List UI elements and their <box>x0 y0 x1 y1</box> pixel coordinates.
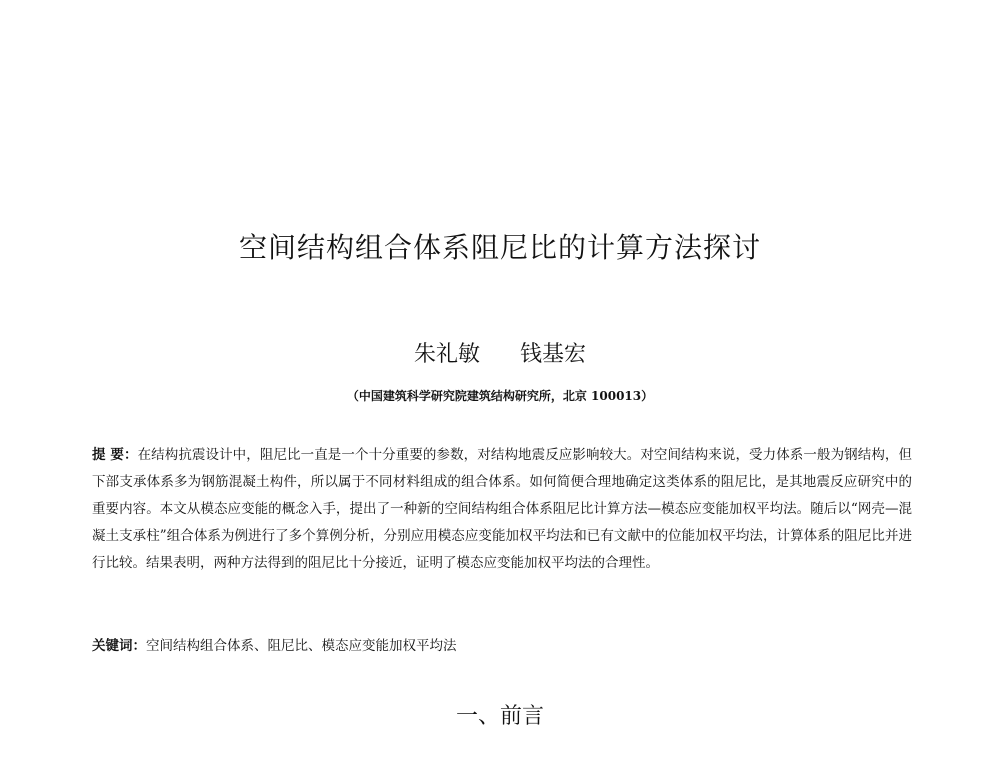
author-name: 钱基宏 <box>520 342 587 367</box>
keywords-text: 空间结构组合体系、阻尼比、模态应变能加权平均法 <box>146 638 457 654</box>
keywords <box>92 634 912 658</box>
keywords-label: 关键词： <box>92 638 146 654</box>
abstract-label: 提 要： <box>92 447 138 463</box>
section-heading: 一、前言 <box>455 704 544 729</box>
author-name: 朱礼敏 <box>413 342 480 367</box>
abstract-text: 在结构抗震设计中，阻尼比一直是一个十分重要的参数，对结构地震反应影响较大。对空间结构来说，受力体系一般为钢结构，但下部支承体系多为钢筋混凝土构件，所以属于不同材料组成的组合体系。如何简便合理地确定这类体系的阻尼比，是其地震反应研究中的重要内容。本文从模态应变能的概念入手，提出了一种新的空间结构组合体系阻尼比计算方法—模态应变能加权平均法。随后以“网壳—混凝土支承柱”组合体系为例进行了多个算例分析，分别应用模态应变能加权平均法和已有文献中的位能加权平均法，计算体系的阻尼比并进行比较。结果表明，两种方法得到的阻尼比十分接近，证明了模态应变能加权平均法的合理性。 <box>92 447 913 571</box>
author-line <box>0 340 1000 370</box>
abstract <box>92 442 912 577</box>
affiliation: （中国建筑科学研究院建筑结构研究所，北京 100013） <box>346 389 654 403</box>
paper-title: 空间结构组合体系阻尼比的计算方法探讨 <box>238 231 761 264</box>
